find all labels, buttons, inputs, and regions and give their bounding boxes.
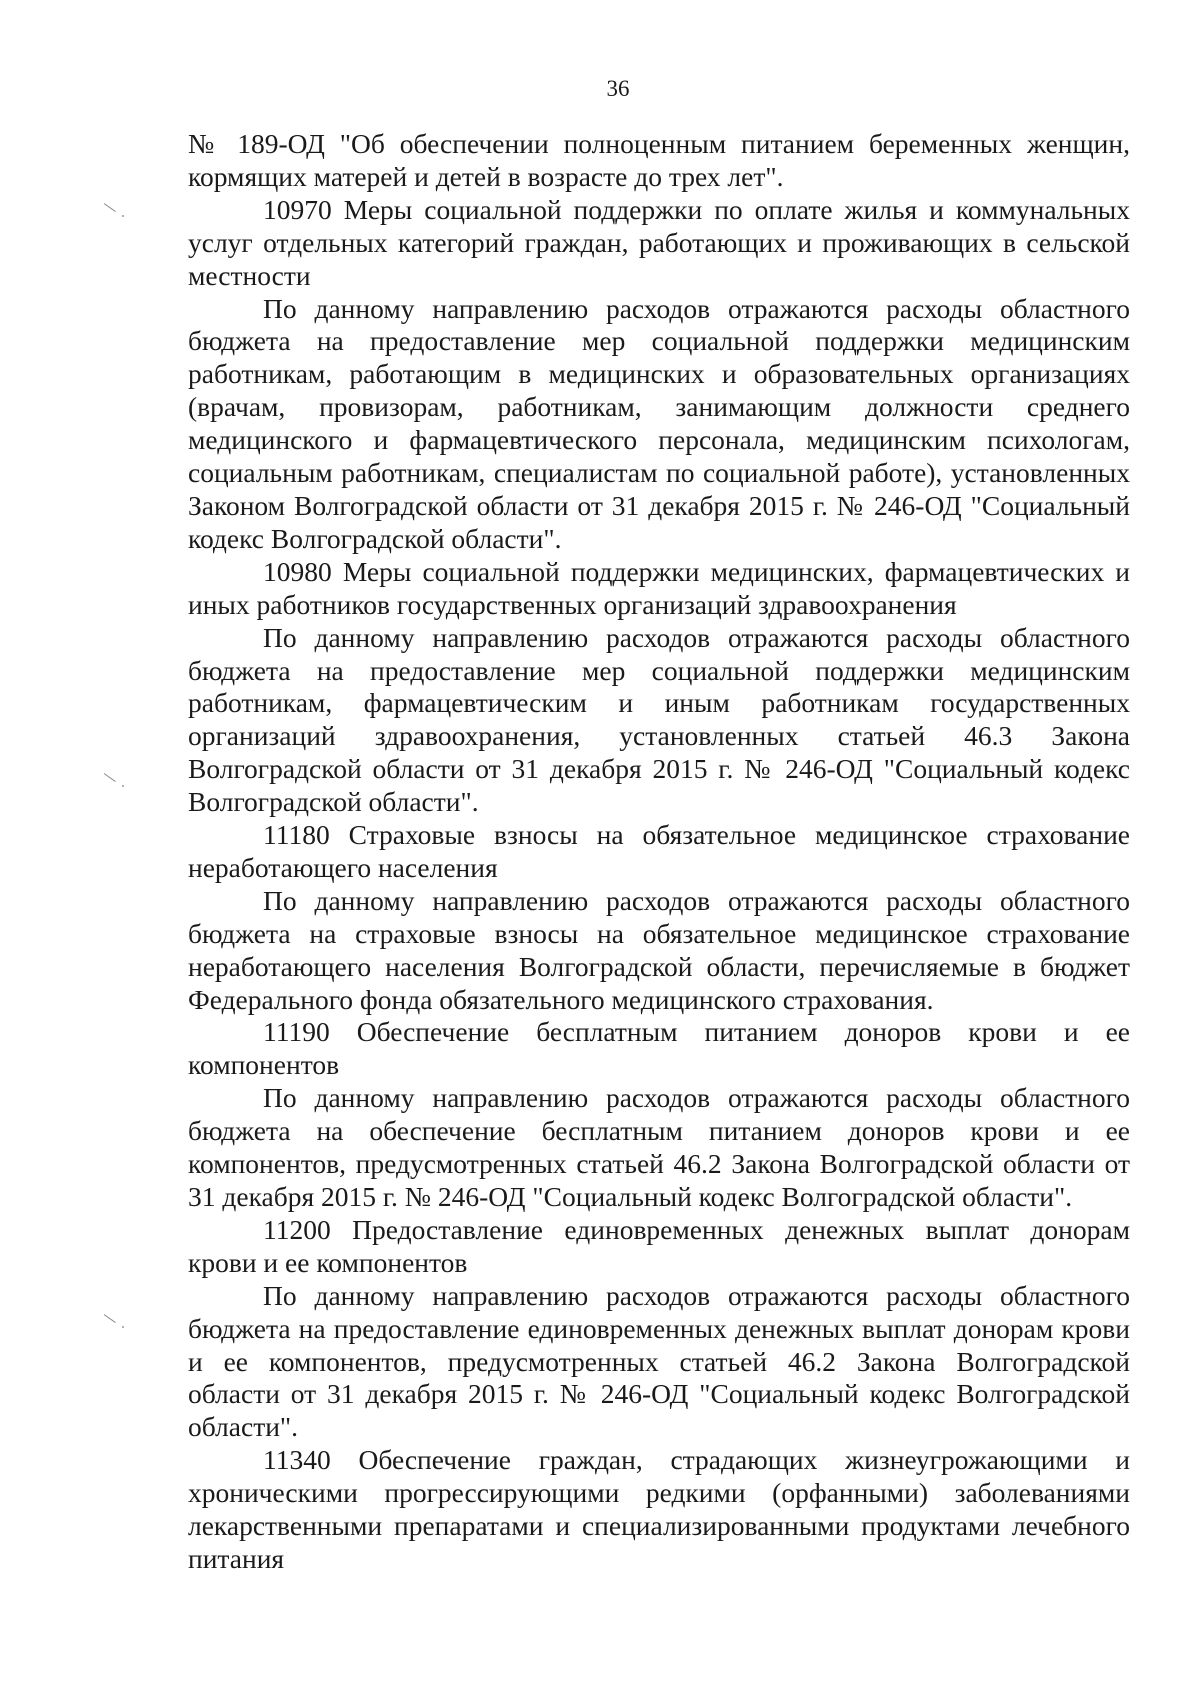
section-heading-10980: 10980 Меры социальной поддержки медицинских, фармацевтических и иных работников государственных организаций здравоохранения (188, 555, 1130, 620)
scan-artifact-mark (104, 203, 116, 212)
section-heading-11200: 11200 Предоставление единовременных денежных выплат донорам крови и ее компонентов (188, 1213, 1130, 1278)
section-description-11190: По данному направлению расходов отражаются расходы областного бюджета на обеспечение бесплатным питанием доноров крови и ее компонентов, предусмотренных статьей 46.2 Закона Волгоградской области от 31 декабря 2015 г. № 246-ОД "Социальный кодекс Волгоградской области". (188, 1082, 1130, 1212)
section-heading-11190: 11190 Обеспечение бесплатным питанием доноров крови и ее компонентов (188, 1016, 1130, 1081)
section-heading-11340: 11340 Обеспечение граждан, страдающих жизнеугрожающими и хроническими прогрессирующими редкими (орфанными) заболеваниями лекарственными препаратами и специализированными продуктами лечебного питания (188, 1444, 1130, 1574)
section-heading-10970: 10970 Меры социальной поддержки по оплате жилья и коммунальных услуг отдельных категорий граждан, работающих и проживающих в сельской местности (188, 193, 1130, 291)
page-number: 36 (606, 76, 630, 101)
scan-artifact-dot (122, 1326, 124, 1328)
section-description-10980: По данному направлению расходов отражаются расходы областного бюджета на предоставление мер социальной поддержки медицинским работникам, фармацевтическим и иным работникам государственных организаций здравоохранения, установленных статьей 46.3 Закона Волгоградской области от 31 декабря 2015 г. № 246-ОД "Социальный кодекс Волгоградской области". (188, 621, 1130, 818)
scan-artifact-mark (104, 1314, 116, 1323)
section-heading-11180: 11180 Страховые взносы на обязательное медицинское страхование неработающего населения (188, 819, 1130, 883)
paragraph-continuation: № 189-ОД "Об обеспечении полноценным питанием беременных женщин, кормящих матерей и детей в возрасте до трех лет". (188, 128, 1130, 192)
scan-artifact-dot (122, 215, 124, 217)
scan-artifact-mark (104, 773, 116, 782)
section-description-11200: По данному направлению расходов отражаются расходы областного бюджета на предоставление единовременных денежных выплат донорам крови и ее компонентов, предусмотренных статьей 46.2 Закона Волгоградской области от 31 декабря 2015 г. № 246-ОД "Социальный кодекс Волгоградской области". (188, 1279, 1130, 1443)
section-description-11180: По данному направлению расходов отражаются расходы областного бюджета на страховые взносы на обязательное медицинское страхование неработающего населения Волгоградской области, перечисляемые в бюджет Федерального фонда обязательного медицинского страхования. (188, 884, 1130, 1015)
document-body (188, 128, 1130, 1576)
scan-artifact-dot (122, 785, 124, 787)
section-description-10970: По данному направлению расходов отражаются расходы областного бюджета на предоставление мер социальной поддержки медицинским работникам, работающим в медицинских и образовательных организациях (врачам, провизорам, работникам, занимающим должности среднего медицинского и фармацевтического персонала, медицинским психологам, социальным работникам, специалистам по социальной работе), установленных Законом Волгоградской области от 31 декабря 2015 г. № 246-ОД "Социальный кодекс Волгоградской области". (188, 292, 1130, 554)
